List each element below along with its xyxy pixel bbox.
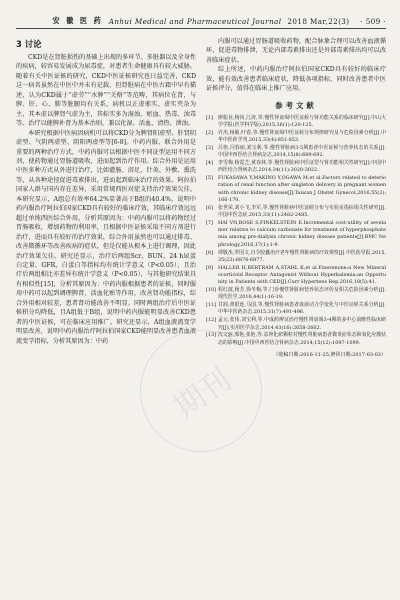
reference-number: [12] (206, 317, 217, 324)
received-dates: （收稿日期:2016-11-25,修回日期:2017-03-03） (273, 351, 386, 358)
right-column (206, 37, 386, 593)
conclusion-paragraph: 综上所述，中药内服治疗阿拉伯国家CKD具有较好的临床疗效，能有效改善患者临床症状，降低各项指标，同时改善患者中医证候评分，值得在临床上推广应用。 (206, 66, 386, 93)
reference-item (206, 145, 386, 160)
reference-text: 沈文丽,邢艳,张艳,等.益肾化瘀颗粒对慢性肾脏病患者微炎症状态和氧化应激状态的影响[J].中国中西医结合肾病杂志,2014,15(12):1097-1099. (218, 332, 386, 346)
section-title: 3 讨论 (16, 39, 42, 49)
reference-text: 谭敬杰,罗国文,百令胶囊治疗老年慢性肾脏病的疗效观察[J].中医药导报,2015,35(23):6876-6877. (218, 249, 386, 263)
reference-item (206, 115, 386, 130)
running-header (16, 10, 386, 29)
reference-item (206, 302, 386, 317)
discussion-paragraph: 内服可以通过胃肠道吸收药物，配合脉象合理可以改善血液循环，促进毒物排泄，无论内部毒素排出还是外部毒素排出均可以改善临床症状。 (206, 38, 386, 64)
reference-number: [5] (206, 175, 213, 182)
reference-text: FUKASAWA Y,MAKINO Y,OGAWA M,et al.Factors related to deterioration of renal function after singleton delivery in pregnant women with chronic kidney disease[J].Taiwan J Obstet Gynecol,2016,55(2):166-170. (218, 175, 386, 203)
two-column-body (16, 37, 386, 593)
left-column (16, 37, 196, 593)
reference-text: HAI VN,BOSE S,FINKELSTEIN E.Incremental cost-utility of sevelamer relative to calcium carbonate for treatment of hyperphosphatemia among pre-dialysis chronic kidney disease patients[J].BMC Nephrology,2016,17(1):1-9. (218, 219, 386, 248)
references-title: 参考文献 (275, 100, 317, 110)
reference-text: HALLER H,BERTRAM A,STAHL K,et al.Finerenone:a New Mineralocorticoid Receptor Antagonist Without Hyperkalemia:an Opportunity in Patients with CKD[J].Curr Hypertens Rep,2016,18(5):41. (218, 264, 386, 286)
page-number: · 509 · (360, 17, 386, 26)
reference-text: 许杰,杨敏,叶春,等.慢性肾衰竭中医证候分布规律研究及与危险因素分析[J].中华中医药学刊,2015,33(4):851-853. (218, 129, 386, 144)
reference-number: [10] (206, 287, 217, 294)
reference-number: [1] (206, 114, 213, 121)
reference-number: [2] (206, 129, 213, 136)
reference-number: [7] (206, 219, 213, 226)
reference-text: 程红波,杨芳,徐冬梅,等.门诊慢性肾脏病营养状态评价及相关危险因素分析[J].现代医学,2016,44(1):16-19. (218, 287, 386, 301)
reference-text: 廖振业,杨钧,江涛,等.慢性肾衰竭中医证候与肾功能关系的临床研究[J].中山大学学报(医学科学版),2015,36(1):120-125. (218, 114, 386, 129)
reference-number: [13] (206, 332, 217, 339)
reference-number: [8] (206, 249, 213, 256)
reference-item (206, 220, 386, 249)
reference-number: [11] (206, 302, 217, 309)
journal-name-en: Anhui Medical and Pharmaceutical Journal (108, 17, 282, 26)
issue-info: 2018 Mar,22(3) (287, 17, 350, 26)
reference-item (206, 175, 386, 204)
reference-item (206, 205, 386, 220)
reference-list (206, 115, 386, 347)
reference-item (206, 332, 386, 347)
reference-item (206, 160, 386, 175)
reference-item (206, 287, 386, 302)
reference-item (206, 130, 386, 145)
reference-number: [9] (206, 264, 213, 271)
watermark-stamp: 期刊 (116, 306, 286, 476)
reference-item (206, 250, 386, 265)
discussion-paragraph: 本研究根据中医病因病机可以将CKD分为脾肾阳虚型、肝肾阴虚型、气阴两虚型、阴阳两虚型等[6-8]。中药内服、联合外用是重要的两种治疗方式，中药内服可以根据中医不同证型运用不同方剂，使药物通过胃肠道吸收，进而起到治疗作用。综合外用是运用中医多种方式从外进行治疗，比如灌肠、浴足、针灸、外敷、熏洗等，从各种途径促进毒素排出，进而起到临床治疗的效果。阿拉伯国家人群与国内存在差异，采用常规西医对症支持治疗效果欠佳。本研究显示，A组总有效率64.2%显著高于B组的40.4%，说明中药内服治疗阿拉伯国家CKD具有较好的临床疗效，其临床疗效远远超过单纯西医综合外用，分析其原因为：中药内服可以将药物经过胃肠吸收，增加药物的利用率，且根据中医证候采取不同方剂进行治疗，进而具有较好的治疗效果，综合外用虽然也可以通过排毒、改善微循环等改善疾病的症状，但是仅能从根本上进行调理，因此治疗效果欠佳。研究还显示，治疗后两组Scr、BUN、24 h尿蛋白定量、GFR、白蛋白等指标均有统计学意义（P<0.05），且治疗后两组相比亦差异有统计学意义（P<0.05），与其他研究结果具有相似性[15]，分析其原因为：中药内服根据患者的证候，同时服用中药可以起到调理脾肾、活血化瘀等作用，改善肾功能指标，综合外用相对较差，患者肾功能改善不明显。同时两组治疗后中医证候积分均降低，且A组低于B组，说明中药内服能明显改善CKD患者的中医证候，可在临床应用推广。研究还显示，A组血液流变学明显改善，说明中药内服治疗阿拉伯国家CKD能明显改善患者血液流变学指标，分析其原因为：中药 (16, 129, 196, 345)
reference-number: [4] (206, 160, 213, 166)
reference-item (206, 317, 386, 332)
reference-text: 孟元,张伟,刘宝利,等.中成药辨证治疗慢性肾衰竭3-4期的多中心前瞻性临床研究[J].实用医学杂志,2014,43(16):2658-2662. (218, 317, 386, 331)
reference-number: [6] (206, 204, 213, 211)
reference-number: [3] (206, 144, 213, 151)
reference-text: 李雪梅,杨霓芝,黄春林,等.慢性肾脏病中医证型与肾功能相关性研究[J].中国中西医结合肾病杂志,2014,34(11):3020-3022. (218, 160, 386, 174)
discussion-paragraph: CKD是在肾脏损伤的基础上出现的多环节、多脏器以及全身性的疾病，较容易发展成为尿毒症，对患者生命健康具有较大威胁。随着有关中医证候的研究，CKD中医证候研究也日益完善，CKD这一病名虽然在中医中并未有记载，但肾脏病在中医古籍中早有描述，认为CKD属于“虚劳”“水肿”“关格”等范畴，其病位在肾，与脾、肝、心、肺等脏腑均有关系，病机以正虚邪实、虚实夹杂为主，其本虚以脾肾气虚为主，其标实多为湿浊、瘀血、热毒、浊毒等。治疗以健脾补肾为基本治则，兼以化湿、活血、清热、泄浊。 (16, 54, 196, 128)
reference-text: 张世荣,刘小飞,李军,等.慢性肾脏病中医证候分布与实验室指标相关性研究[J].中国中医急症,2015,33(11):2482-2485. (218, 204, 386, 219)
journal-name-cn: 安 徽 医 药 (52, 16, 103, 25)
reference-text: 吕艳,闫春丽,刘宝利,等.慢性肾脏病3-5期患者中医证候与营养状态的关系[J].中国中西医结合肾病杂志,2014,15(8):689-692. (218, 144, 386, 159)
reference-text: 甘润,黄银连,马国,等.慢性肾脏病患者血液动力学变化与中医证候关系分析[J].中华中医药杂志,2015,31(7):491-496. (218, 302, 386, 316)
reference-item (206, 265, 386, 287)
